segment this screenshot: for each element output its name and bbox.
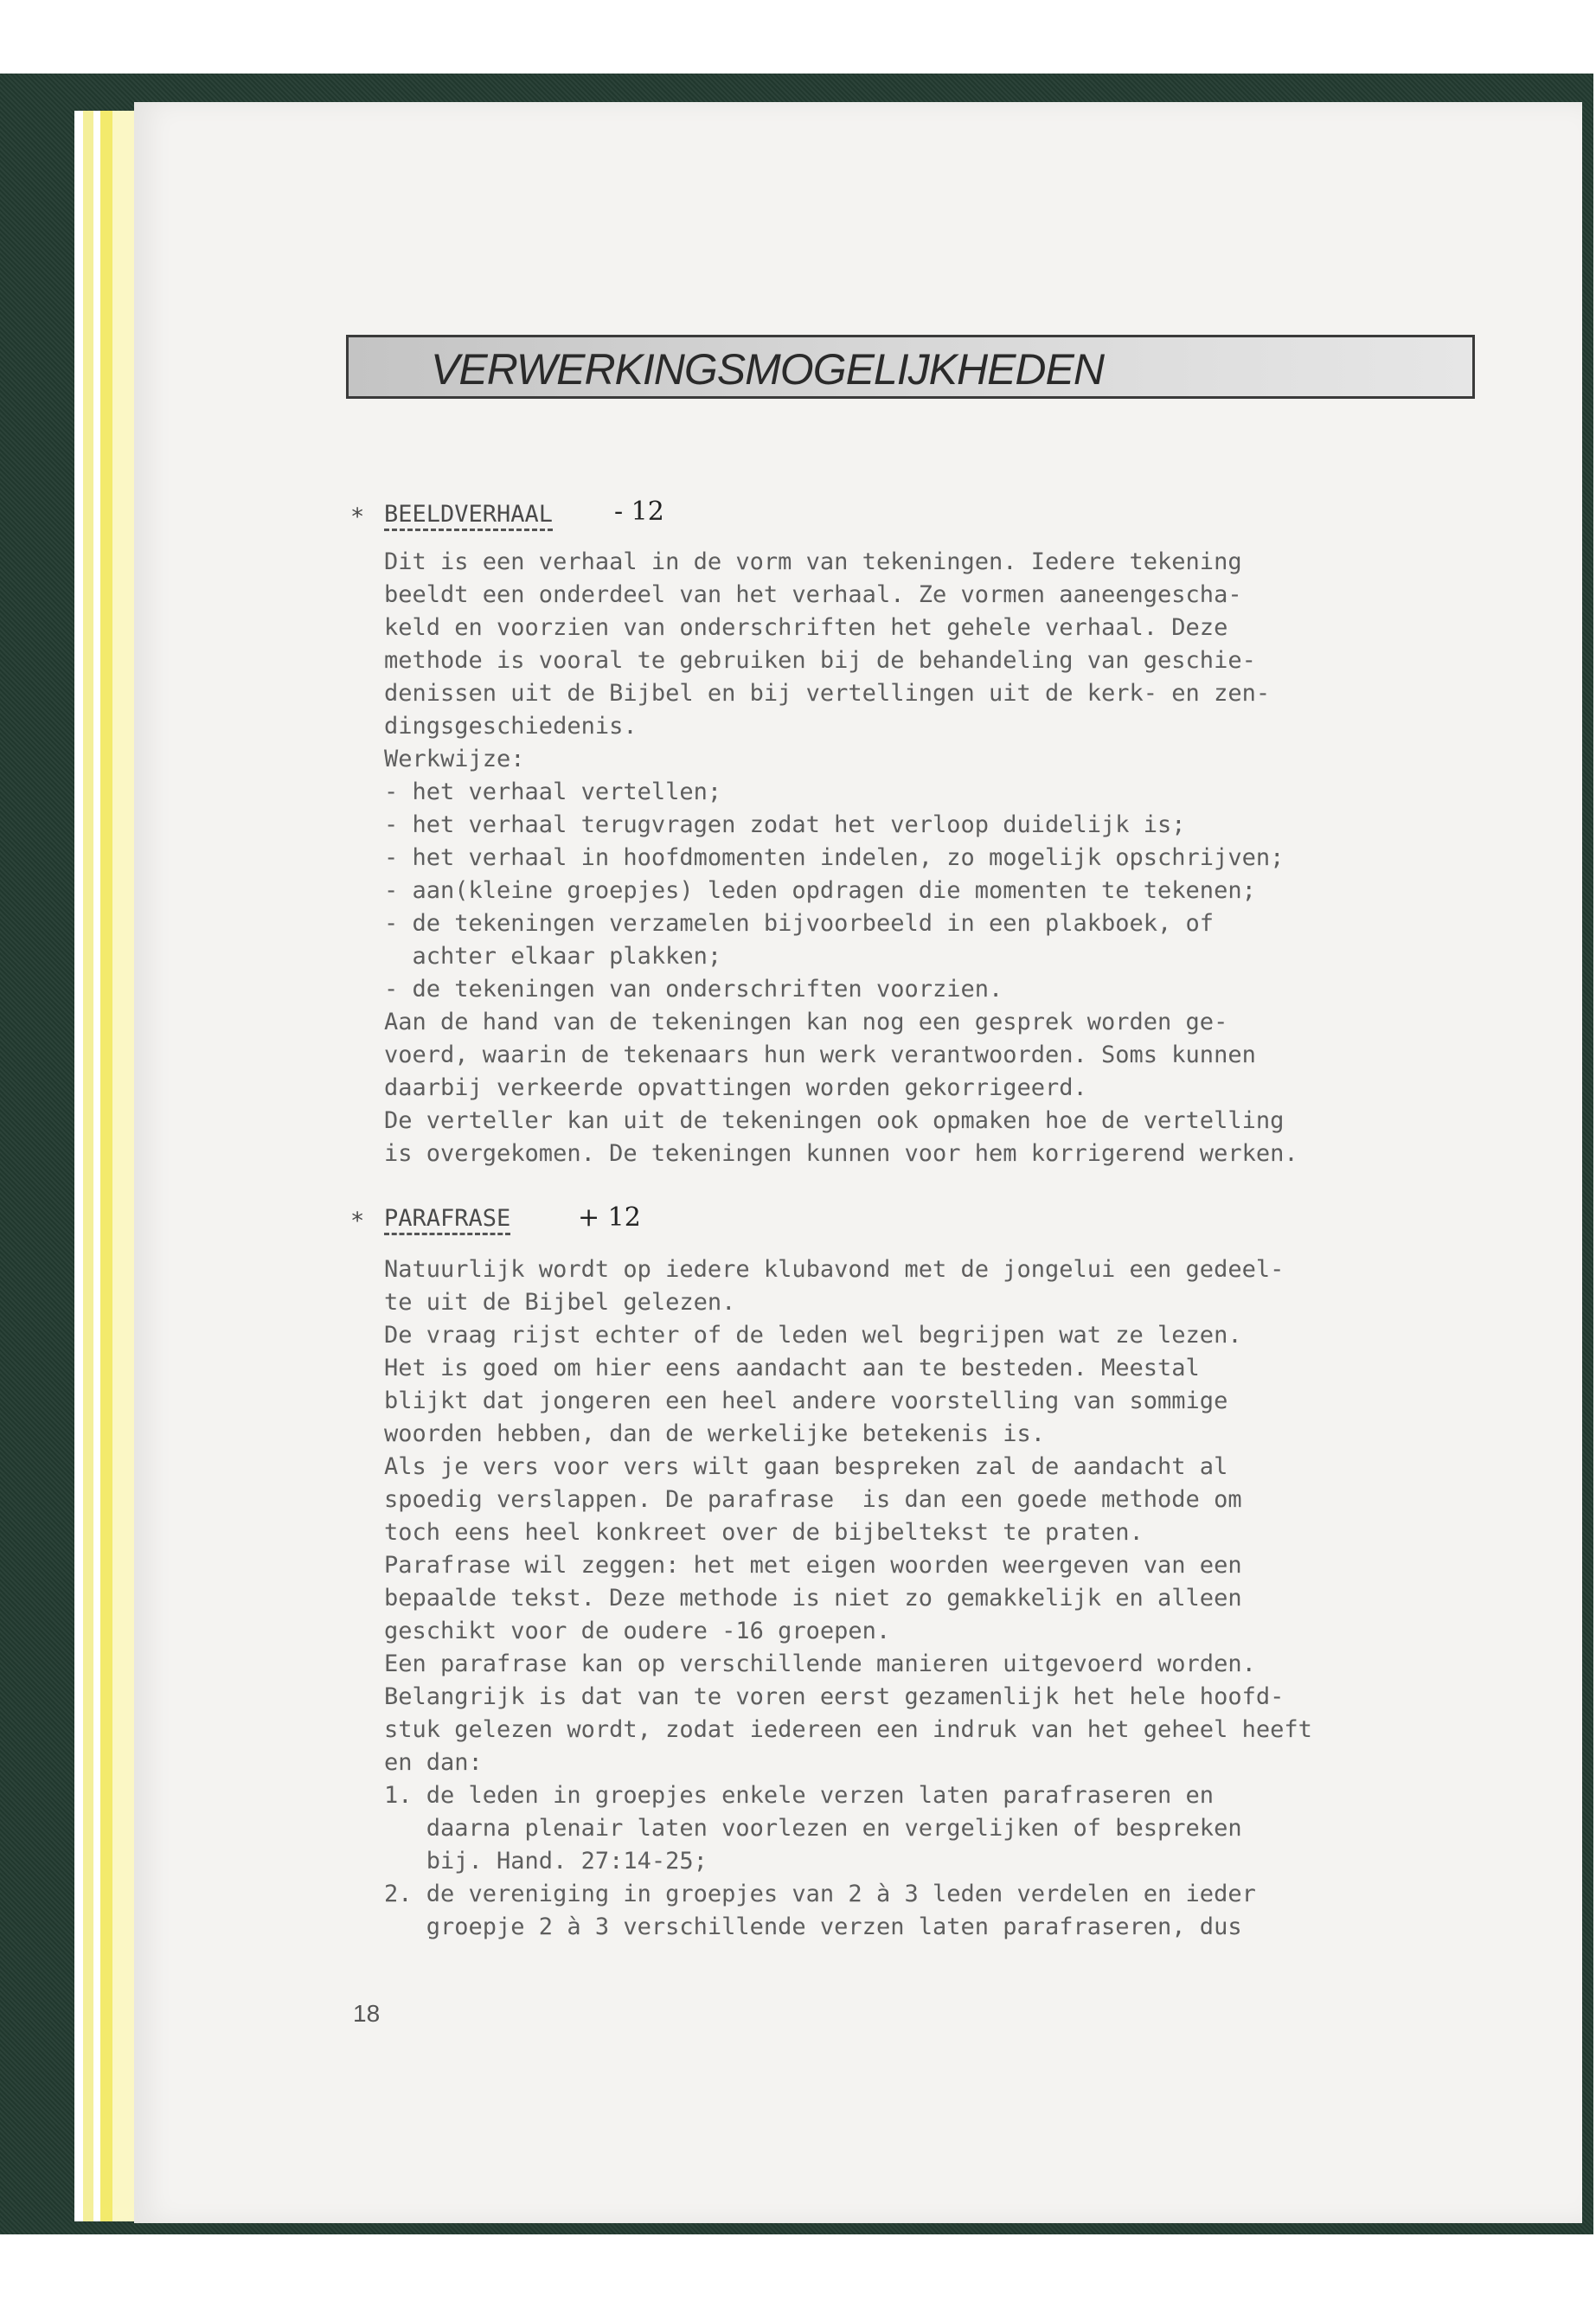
title-banner	[346, 335, 1475, 399]
text-line: - het verhaal terugvragen zodat het verloop duidelijk is;	[384, 811, 1186, 838]
section-bullet: *	[350, 1208, 365, 1234]
text-line: - aan(kleine groepjes) leden opdragen die momenten te tekenen;	[384, 877, 1256, 904]
text-line: Belangrijk is dat van te voren eerst gezamenlijk het hele hoofd-	[384, 1683, 1285, 1710]
handwritten-annotation: + 12	[578, 1202, 641, 1233]
text-line: - het verhaal vertellen;	[384, 779, 722, 805]
text-line: 2. de vereniging in groepjes van 2 à 3 leden verdelen en ieder	[384, 1881, 1256, 1907]
text-line: voerd, waarin de tekenaars hun werk verantwoorden. Soms kunnen	[384, 1042, 1256, 1068]
text-line: Werkwijze:	[384, 746, 525, 772]
page-edges	[74, 111, 137, 2221]
text-line: Het is goed om hier eens aandacht aan te besteden. Meestal	[384, 1355, 1200, 1381]
section-bullet: *	[350, 503, 365, 530]
text-line: Natuurlijk wordt op iedere klubavond met de jongelui een gedeel-	[384, 1256, 1285, 1283]
text-line: - de tekeningen verzamelen bijvoorbeeld in een plakboek, of	[384, 910, 1215, 937]
page-title: VERWERKINGSMOGELIJKHEDEN	[431, 345, 1105, 394]
handwritten-annotation: - 12	[614, 497, 664, 527]
text-line: is overgekomen. De tekeningen kunnen voor hem korrigerend werken.	[384, 1140, 1298, 1167]
text-line: 1. de leden in groepjes enkele verzen laten parafraseren en	[384, 1782, 1215, 1809]
text-line: te uit de Bijbel gelezen.	[384, 1289, 736, 1316]
text-line: - de tekeningen van onderschriften voorzien.	[384, 976, 1003, 1003]
text-line: geschikt voor de oudere -16 groepen.	[384, 1618, 891, 1644]
text-line: Als je vers voor vers wilt gaan bespreken zal de aandacht al	[384, 1453, 1228, 1480]
text-line: De vraag rijst echter of de leden wel begrijpen wat ze lezen.	[384, 1322, 1242, 1349]
text-line: Een parafrase kan op verschillende manieren uitgevoerd worden.	[384, 1650, 1256, 1677]
section-heading-beeldverhaal: BEELDVERHAAL	[384, 502, 553, 531]
page-number: 18	[353, 2000, 381, 2027]
text-line: en dan:	[384, 1749, 483, 1776]
text-line: dingsgeschiedenis.	[384, 713, 638, 740]
text-line: Aan de hand van de tekeningen kan nog een gesprek worden ge-	[384, 1009, 1228, 1035]
text-line: bepaalde tekst. Deze methode is niet zo gemakkelijk en alleen	[384, 1585, 1242, 1612]
text-line: spoedig verslappen. De parafrase is dan een goede methode om	[384, 1486, 1242, 1513]
text-line: denissen uit de Bijbel en bij vertellingen uit de kerk- en zen-	[384, 680, 1271, 707]
text-line: beeldt een onderdeel van het verhaal. Ze vormen aaneengescha-	[384, 581, 1242, 608]
text-line: woorden hebben, dan de werkelijke betekenis is.	[384, 1420, 1046, 1447]
text-line: achter elkaar plakken;	[384, 943, 722, 970]
text-line: De verteller kan uit de tekeningen ook opmaken hoe de vertelling	[384, 1107, 1285, 1134]
text-line: daarna plenair laten voorlezen en vergelijken of bespreken	[384, 1815, 1242, 1842]
text-line: bij. Hand. 27:14-25;	[384, 1848, 708, 1875]
text-line: Dit is een verhaal in de vorm van tekeningen. Iedere tekening	[384, 548, 1242, 575]
text-line: keld en voorzien van onderschriften het gehele verhaal. Deze	[384, 614, 1228, 641]
text-line: daarbij verkeerde opvattingen worden gekorrigeerd.	[384, 1074, 1087, 1101]
section-heading-parafrase: PARAFRASE	[384, 1206, 510, 1235]
text-line: stuk gelezen wordt, zodat iedereen een indruk van het geheel heeft	[384, 1716, 1312, 1743]
text-line: toch eens heel konkreet over de bijbeltekst te praten.	[384, 1519, 1144, 1546]
text-line: - het verhaal in hoofdmomenten indelen, zo mogelijk opschrijven;	[384, 844, 1285, 871]
text-line: Parafrase wil zeggen: het met eigen woorden weergeven van een	[384, 1552, 1242, 1579]
text-line: groepje 2 à 3 verschillende verzen laten parafraseren, dus	[384, 1913, 1242, 1940]
section-body-parafrase	[384, 1256, 1312, 1940]
text-line: methode is vooral te gebruiken bij de behandeling van geschie-	[384, 647, 1256, 674]
text-line: blijkt dat jongeren een heel andere voorstelling van sommige	[384, 1388, 1228, 1414]
section-body-beeldverhaal	[384, 548, 1298, 1167]
